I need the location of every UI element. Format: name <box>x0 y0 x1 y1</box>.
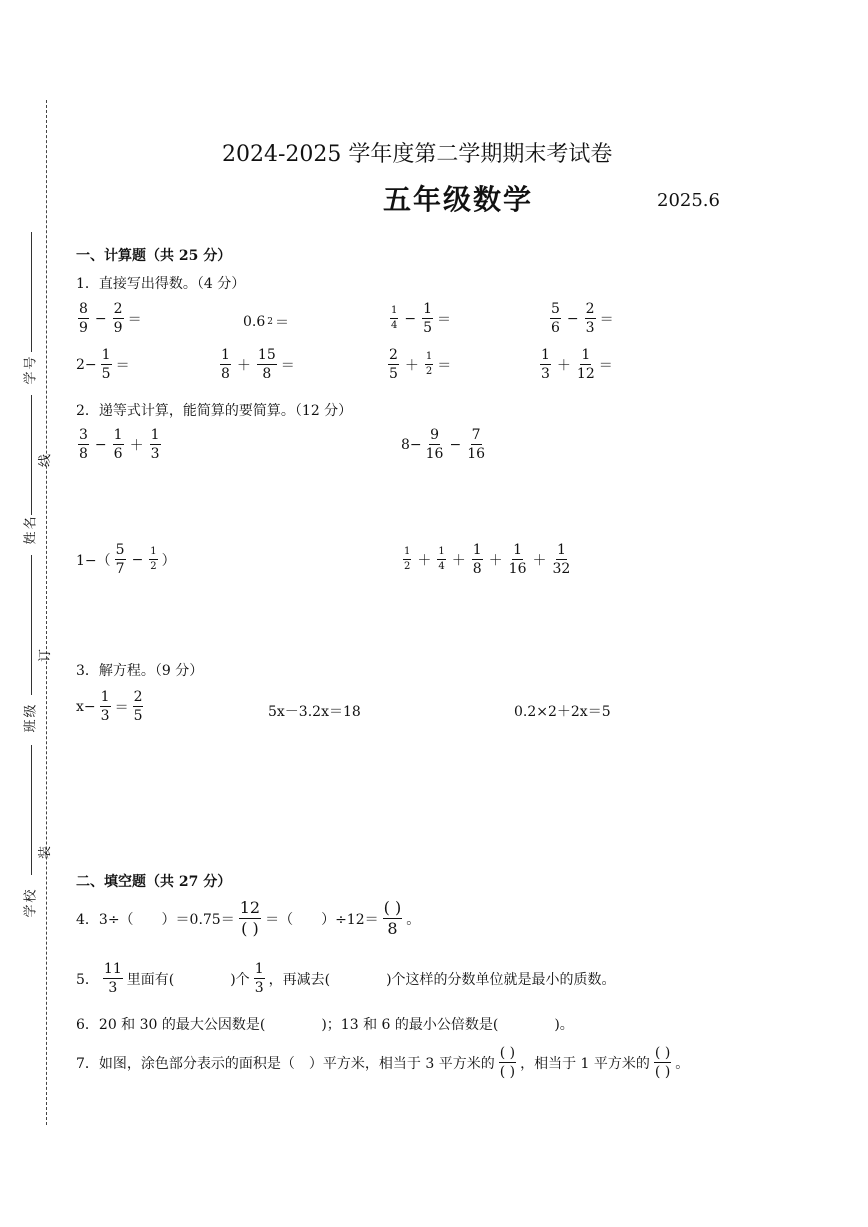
q1-item-6: $\frac{1}{8}$ ＋ $\frac{15}{8}$ ＝ <box>221 347 295 382</box>
q2-expr-1: $\frac{3}{8}$ − $\frac{1}{6}$ ＋ $\frac{1}{3}$ <box>79 427 160 462</box>
side-rule <box>31 395 32 515</box>
q2-expr-2: 8− $\frac{9}{16}$ − $\frac{7}{16}$ <box>401 427 486 462</box>
fraction: $\frac{( )}{( )}$ <box>654 1045 671 1080</box>
fraction: $\frac{2}{9}$ <box>113 301 123 336</box>
fraction: $\frac{1}{3}$ <box>254 961 264 996</box>
side-label-student-number: 学号 <box>23 354 39 385</box>
q3-equation-2: 5x－3.2x＝18 <box>268 704 361 720</box>
side-char-order: 订 <box>38 646 54 663</box>
fraction: $\frac{8}{9}$ <box>79 301 88 336</box>
fraction: $\frac{1}{4}$ <box>438 546 445 572</box>
exam-title: 2024-2025 学年度第二学期期末考试卷 <box>222 142 613 167</box>
fraction: $\frac{1}{6}$ <box>113 427 123 462</box>
fraction: $\frac{1}{3}$ <box>100 689 110 724</box>
q3-equation-1: x− $\frac{1}{3}$ ＝ $\frac{2}{5}$ <box>76 689 143 724</box>
fraction: $\frac{1}{8}$ <box>472 542 482 577</box>
q1-item-5: 2− $\frac{1}{5}$ ＝ <box>76 347 130 382</box>
fraction: $\frac{1}{2}$ <box>425 351 433 377</box>
side-rule <box>31 555 32 695</box>
fraction: $\frac{1}{5}$ <box>101 347 111 382</box>
q2-expr-3: 1−（ $\frac{5}{7}$ − $\frac{1}{2}$ ） <box>76 542 176 577</box>
fraction: $\frac{5}{7}$ <box>115 542 125 577</box>
exam-date: 2025.6 <box>657 190 720 211</box>
q6: 6．20 和 30 的最大公因数是( )；13 和 6 的最小公倍数是( )。 <box>76 1017 574 1033</box>
fraction: $\frac{3}{8}$ <box>79 427 88 462</box>
q2-label: 2．递等式计算，能简算的要简算。（12 分） <box>76 403 353 419</box>
q1-item-4: $\frac{5}{6}$ − $\frac{2}{3}$ ＝ <box>551 301 614 336</box>
q1-item-8: $\frac{1}{3}$ ＋ $\frac{1}{12}$ ＝ <box>541 347 613 382</box>
q1-label: 1．直接写出得数。（4 分） <box>76 276 246 292</box>
fraction: $\frac{1}{12}$ <box>576 347 595 382</box>
q1-item-2: 0.6 2 ＝ <box>243 314 289 331</box>
fraction: $\frac{12}{( )}$ <box>239 898 261 938</box>
fraction: $\frac{1}{32}$ <box>552 542 571 577</box>
side-label-name: 姓名 <box>23 514 39 545</box>
side-label-school: 学校 <box>23 887 39 918</box>
side-label-class: 班级 <box>23 702 39 733</box>
fraction: $\frac{1}{2}$ <box>404 546 411 572</box>
fraction: $\frac{1}{3}$ <box>150 427 160 462</box>
q5: 5． $\frac{11}{3}$ 里面有( )个 $\frac{1}{3}$ ，再减去( )个这样的分数单位就是最小的质数。 <box>76 961 616 996</box>
fraction: $\frac{9}{16}$ <box>425 427 444 462</box>
q1-item-7: $\frac{2}{5}$ ＋ $\frac{1}{2}$ ＝ <box>389 347 452 382</box>
side-char-bind: 装 <box>38 843 54 860</box>
fraction: $\frac{1}{16}$ <box>508 542 527 577</box>
fraction: $\frac{11}{3}$ <box>103 961 122 996</box>
fraction: $\frac{1}{5}$ <box>423 301 433 336</box>
binding-dashed-line <box>46 100 47 1125</box>
side-rule <box>31 745 32 875</box>
fraction: $\frac{15}{8}$ <box>257 347 276 382</box>
fraction: $\frac{1}{4}$ <box>391 305 398 331</box>
fraction: $\frac{1}{8}$ <box>221 347 230 382</box>
side-char-line: 线 <box>38 451 54 468</box>
section-1-title: 一、计算题（共 25 分） <box>76 248 232 264</box>
fraction: $\frac{( )}{( )}$ <box>499 1045 516 1080</box>
fraction: $\frac{1}{3}$ <box>541 347 550 382</box>
side-rule <box>31 232 32 352</box>
q7: 7．如图，涂色部分表示的面积是（ ）平方米，相当于 3 平方米的 $\frac{( )}{( )}$ ，相当于 1 平方米的 $\frac{( )}{( )}$ 。 <box>76 1045 690 1080</box>
fraction: $\frac{2}{5}$ <box>133 689 143 724</box>
fraction: $\frac{2}{3}$ <box>585 301 595 336</box>
exam-subtitle: 五年级数学 <box>383 183 534 216</box>
q3-equation-3: 0.2×2＋2x＝5 <box>514 704 611 720</box>
fraction: $\frac{( )}{8}$ <box>383 898 402 938</box>
fraction: $\frac{2}{5}$ <box>389 347 398 382</box>
fraction: $\frac{5}{6}$ <box>551 301 560 336</box>
q3-label: 3．解方程。（9 分） <box>76 663 204 679</box>
q1-item-1: $\frac{8}{9}$ − $\frac{2}{9}$ ＝ <box>79 301 142 336</box>
section-2-title: 二、填空题（共 27 分） <box>76 874 232 890</box>
fraction: $\frac{1}{2}$ <box>150 546 157 572</box>
fraction: $\frac{7}{16}$ <box>467 427 486 462</box>
q1-item-3: $\frac{1}{4}$ − $\frac{1}{5}$ ＝ <box>391 301 452 336</box>
q2-expr-4: $\frac{1}{2}$ ＋ $\frac{1}{4}$ ＋ $\frac{1}{8}$ ＋ $\frac{1}{16}$ ＋ $\frac{1}{32}$ <box>404 542 571 577</box>
q4: 4．3÷（ ）＝0.75＝ $\frac{12}{( )}$ ＝（ ）÷12＝ $\frac{( )}{8}$ 。 <box>76 898 421 938</box>
